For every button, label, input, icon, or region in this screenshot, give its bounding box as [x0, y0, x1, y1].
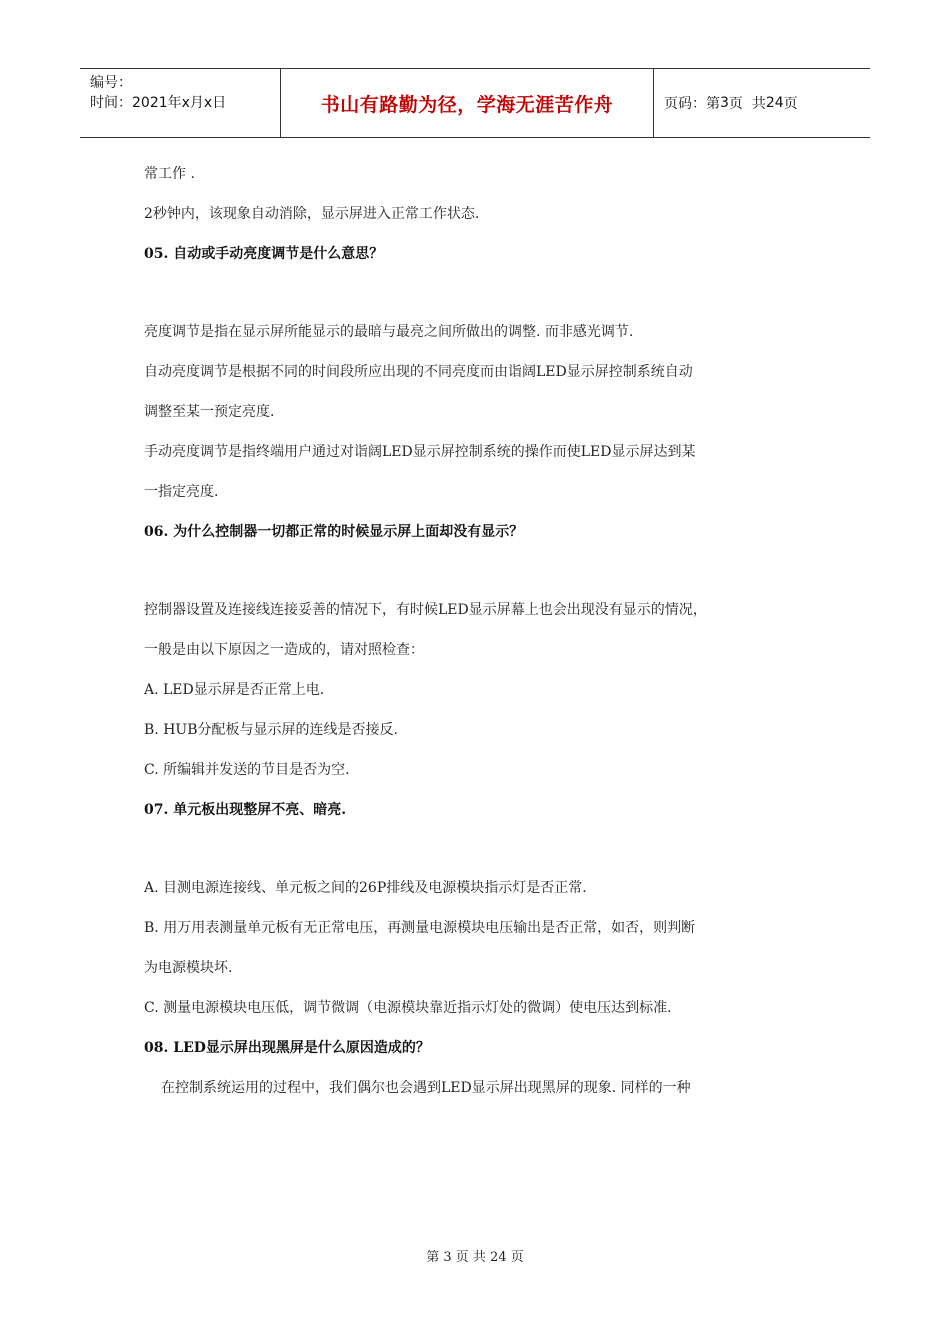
list-item: C. 所编辑并发送的节目是否为空.	[144, 762, 350, 778]
page-footer: 第 3 页 共 24 页	[426, 1250, 524, 1265]
list-item: A. LED显示屏是否正常上电.	[144, 682, 325, 698]
paragraph-line: 一般是由以下原因之一造成的，请对照检查：	[144, 642, 424, 658]
paragraph-line: 控制器设置及连接线连接妥善的情况下，有时候LED显示屏幕上也会出现没有显示的情况，	[144, 602, 707, 618]
question-heading-06: 06. 为什么控制器一切都正常的时候显示屏上面却没有显示？	[144, 524, 524, 540]
header-meta	[80, 69, 281, 137]
header-page-number	[654, 69, 870, 137]
page-current: 3	[720, 95, 729, 111]
list-item: A. 目测电源连接线、单元板之间的26P排线及电源模块指示灯是否正常.	[144, 880, 587, 896]
header-motto: 书山有路勤为径，学海无涯苦作舟	[281, 69, 654, 137]
list-item: B. 用万用表测量单元板有无正常电压，再测量电源模块电压输出是否正常，如否，则判断	[144, 920, 696, 936]
page-suffix: 页	[783, 96, 798, 112]
paragraph-line: 调整至某一预定亮度.	[144, 404, 275, 420]
paragraph-line: 手动亮度调节是指终端用户通过对诣阔LED显示屏控制系统的操作而使LED显示屏达到某	[144, 444, 696, 460]
question-heading-08: 08. LED显示屏出现黑屏是什么原因造成的？	[144, 1040, 430, 1056]
list-item: B. HUB分配板与显示屏的连线是否接反.	[144, 722, 398, 738]
paragraph-line: 在控制系统运用的过程中，我们偶尔也会遇到LED显示屏出现黑屏的现象. 同样的一种	[161, 1080, 691, 1096]
question-heading-07: 07. 单元板出现整屏不亮、暗亮.	[144, 802, 347, 818]
paragraph-line: 2秒钟内，该现象自动消除，显示屏进入正常工作状态.	[144, 206, 480, 222]
paragraph-line: 常工作 .	[144, 166, 195, 182]
paragraph-line: 亮度调节是指在显示屏所能显示的最暗与最亮之间所做出的调整. 而非感光调节.	[144, 324, 634, 340]
document-body	[144, 154, 824, 1108]
paragraph-line: 一指定亮度.	[144, 484, 219, 500]
page-total: 24	[765, 95, 784, 111]
time-label: 时间：2021年x月x日	[90, 95, 227, 111]
question-heading-05: 05. 自动或手动亮度调节是什么意思？	[144, 246, 384, 262]
page-prefix: 页码：第	[664, 96, 720, 112]
paragraph-line: 为电源模块坏.	[144, 960, 233, 976]
page-header	[80, 68, 870, 138]
paragraph-line: 自动亮度调节是根据不同的时间段所应出现的不同亮度而由诣阔LED显示屏控制系统自动	[144, 364, 693, 380]
number-label: 编号：	[90, 75, 132, 91]
list-item: C. 测量电源模块电压低，调节微调（电源模块靠近指示灯处的微调）使电压达到标准.	[144, 1000, 672, 1016]
page-mid: 页 共	[728, 96, 766, 112]
